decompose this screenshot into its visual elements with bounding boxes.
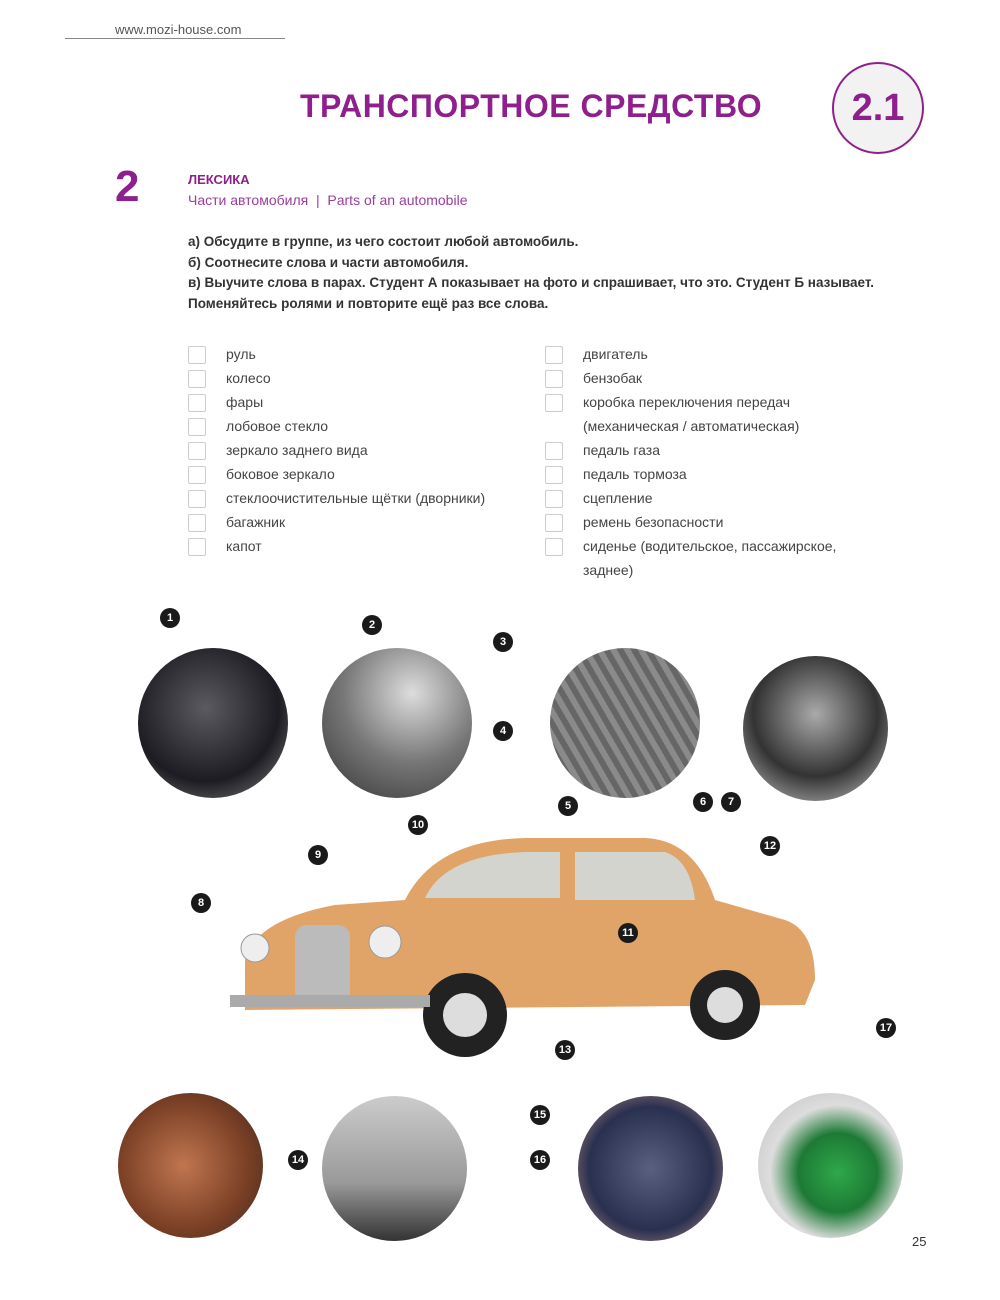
callout-marker: 12 xyxy=(760,836,780,856)
word-label: боковое зеркало xyxy=(226,466,335,482)
checkbox[interactable] xyxy=(188,394,206,412)
callout-marker: 14 xyxy=(288,1150,308,1170)
car-grille xyxy=(295,925,350,1005)
word-item xyxy=(545,342,885,366)
callout-marker: 6 xyxy=(693,792,713,812)
word-label: зеркало заднего вида xyxy=(226,442,368,458)
instruction-a: а) Обсудите в группе, из чего состоит любой автомобиль. xyxy=(188,234,579,249)
word-item xyxy=(188,342,488,366)
word-item xyxy=(188,462,488,486)
checkbox[interactable] xyxy=(188,418,206,436)
headlight-left xyxy=(241,934,269,962)
steering-wheel-photo xyxy=(322,648,472,798)
front-hubcap xyxy=(443,993,487,1037)
callout-marker: 9 xyxy=(308,845,328,865)
word-item xyxy=(545,486,885,510)
callout-marker: 15 xyxy=(530,1105,550,1125)
instructions xyxy=(188,232,888,314)
exercise-number: 2 xyxy=(115,162,140,211)
instruction-c: в) Выучите слова в парах. Студент А показывает на фото и спрашивает, что это. Студент Б называет. Поменяйтесь ролями и повторите ещё раз все слова. xyxy=(188,275,875,311)
instruction-b: б) Соотнесите слова и части автомобиля. xyxy=(188,254,469,270)
word-label: двигатель xyxy=(583,346,648,362)
word-list-left xyxy=(188,342,488,558)
word-item xyxy=(188,510,488,534)
callout-marker: 3 xyxy=(493,632,513,652)
gear-shift-photo xyxy=(743,656,888,801)
checkbox[interactable] xyxy=(545,538,563,556)
word-item xyxy=(545,390,885,438)
callout-marker: 11 xyxy=(618,923,638,943)
word-label: капот xyxy=(226,538,262,554)
callout-marker: 10 xyxy=(408,815,428,835)
word-label: руль xyxy=(226,346,256,362)
checkbox[interactable] xyxy=(188,466,206,484)
callout-marker: 4 xyxy=(493,721,513,741)
word-item xyxy=(188,438,488,462)
unit-badge: 2.1 xyxy=(832,62,924,154)
word-label: педаль тормоза xyxy=(583,466,687,482)
header-rule xyxy=(65,38,285,39)
pedals-photo xyxy=(550,648,700,798)
checkbox[interactable] xyxy=(545,514,563,532)
page-number: 25 xyxy=(912,1234,927,1249)
word-item xyxy=(188,366,488,390)
callout-marker: 13 xyxy=(555,1040,575,1060)
word-item xyxy=(545,534,885,582)
checkbox[interactable] xyxy=(188,514,206,532)
callout-marker: 1 xyxy=(160,608,180,628)
section-label: ЛЕКСИКА xyxy=(188,172,250,187)
word-label: стеклоочистительные щётки (дворники) xyxy=(226,490,486,506)
car-illustration xyxy=(225,830,825,1070)
rear-hubcap xyxy=(707,987,743,1023)
checkbox[interactable] xyxy=(188,538,206,556)
front-bumper xyxy=(230,995,430,1007)
checkbox[interactable] xyxy=(545,394,563,412)
word-item xyxy=(545,462,885,486)
checkbox[interactable] xyxy=(545,370,563,388)
checkbox[interactable] xyxy=(545,490,563,508)
word-label: фары xyxy=(226,394,264,410)
windshield-photo xyxy=(322,1096,467,1241)
seatbelt-photo xyxy=(578,1096,723,1241)
engine-photo xyxy=(138,648,288,798)
page-title: ТРАНСПОРТНОЕ СРЕДСТВО xyxy=(300,88,763,124)
callout-marker: 16 xyxy=(530,1150,550,1170)
word-item xyxy=(188,414,488,438)
word-list-right xyxy=(545,342,885,582)
word-item xyxy=(545,510,885,534)
word-item xyxy=(545,438,885,462)
callout-marker: 2 xyxy=(362,615,382,635)
word-label: педаль газа xyxy=(583,442,660,458)
checkbox[interactable] xyxy=(545,442,563,460)
headlight-right xyxy=(369,926,401,958)
callout-marker: 8 xyxy=(191,893,211,913)
callout-marker: 5 xyxy=(558,796,578,816)
website-url: www.mozi-house.com xyxy=(115,22,242,37)
word-label: сцепление xyxy=(583,490,653,506)
callout-marker: 17 xyxy=(876,1018,896,1038)
checkbox[interactable] xyxy=(188,490,206,508)
word-item xyxy=(545,366,885,390)
word-label: ремень безопасности xyxy=(583,514,724,530)
word-label: бензобак xyxy=(583,370,643,386)
seat-photo xyxy=(118,1093,263,1238)
word-label: лобовое стекло xyxy=(226,418,329,434)
checkbox[interactable] xyxy=(188,370,206,388)
word-label: сиденье (водительское, пассажирское, заднее) xyxy=(583,538,837,578)
callout-marker: 7 xyxy=(721,792,741,812)
word-item xyxy=(188,534,488,558)
word-item xyxy=(188,390,488,414)
word-label: коробка переключения передач (механическая / автоматическая) xyxy=(583,394,800,434)
checkbox[interactable] xyxy=(545,346,563,364)
checkbox[interactable] xyxy=(545,466,563,484)
word-item xyxy=(188,486,488,510)
fuel-nozzle-photo xyxy=(758,1093,903,1238)
checkbox[interactable] xyxy=(188,442,206,460)
word-label: багажник xyxy=(226,514,286,530)
section-subtitle: Части автомобиля | Parts of an automobile xyxy=(188,192,468,208)
checkbox[interactable] xyxy=(188,346,206,364)
word-label: колесо xyxy=(226,370,271,386)
